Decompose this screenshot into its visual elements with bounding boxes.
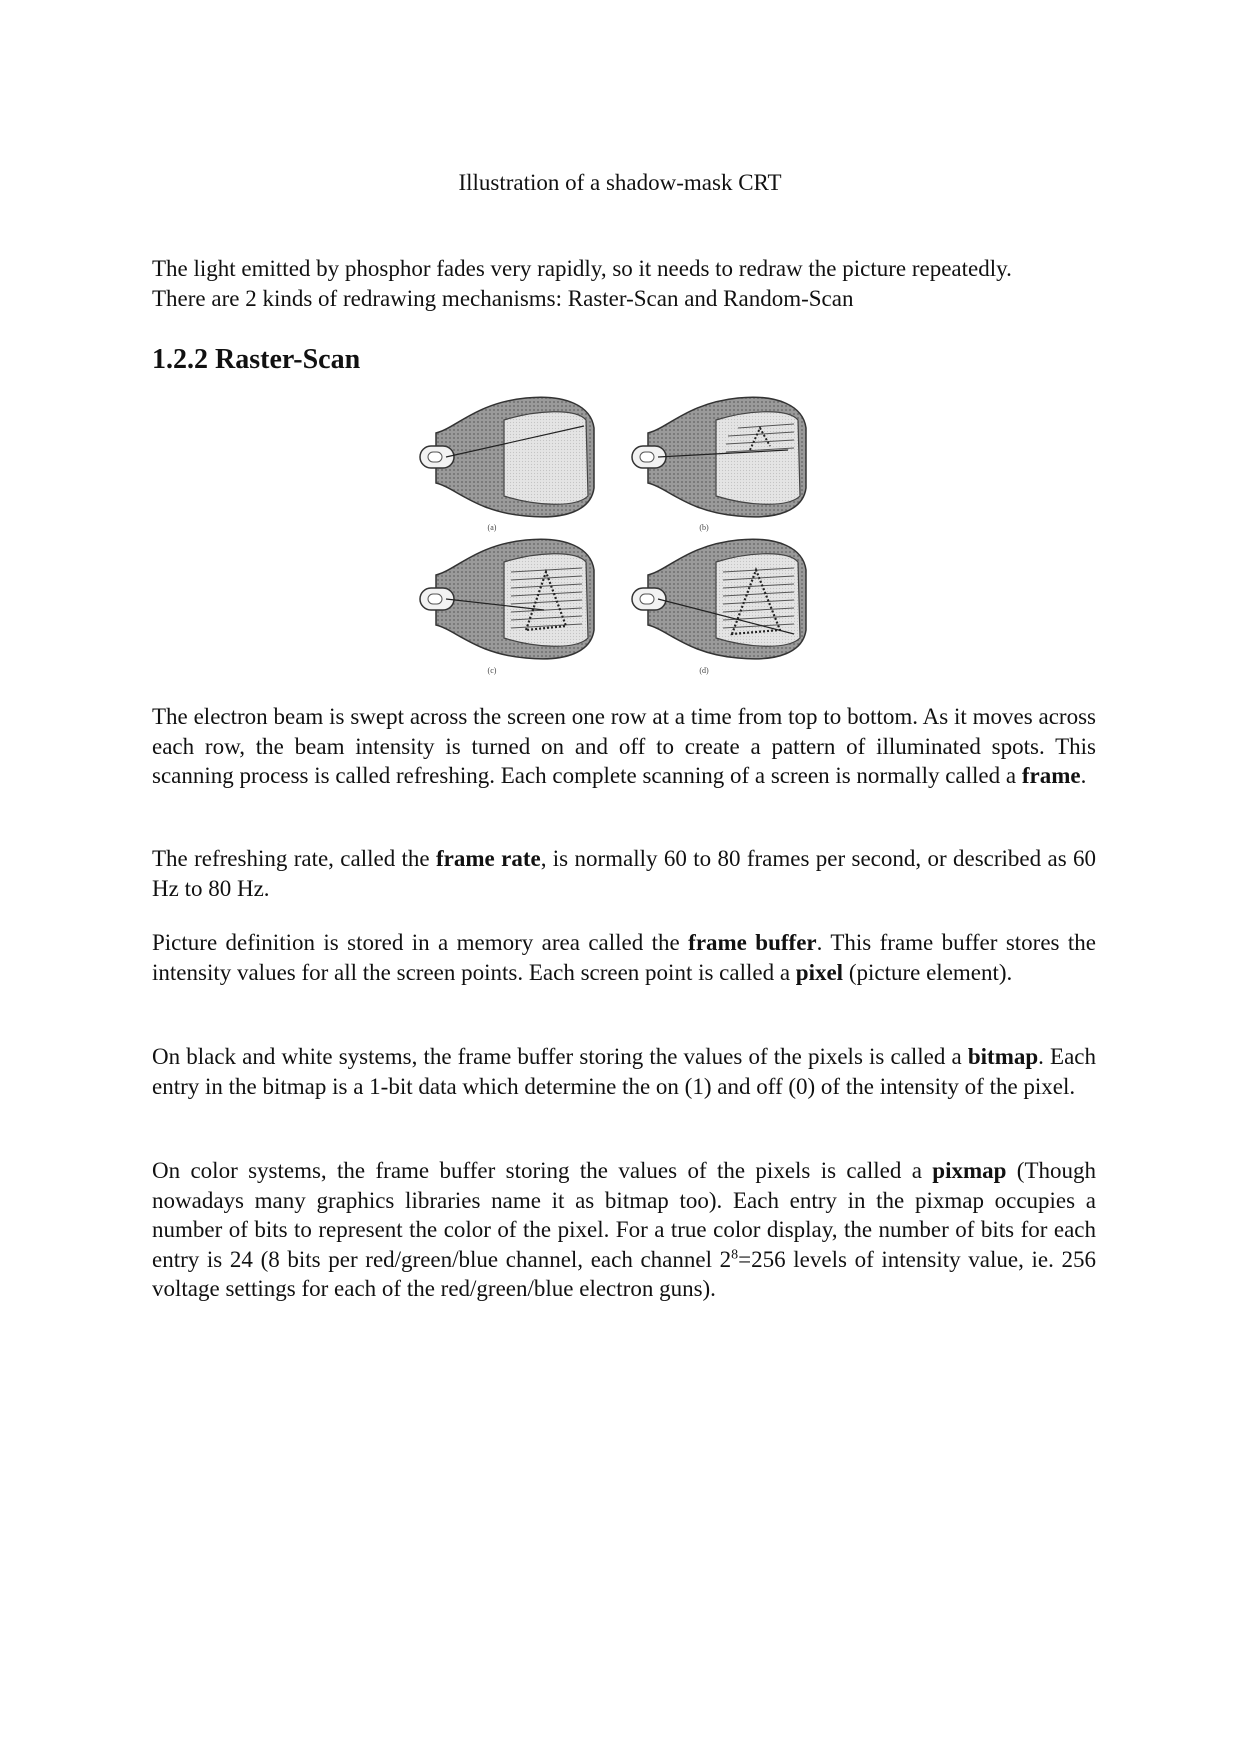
p4-a: On black and white systems, the frame buffer storing the values of the pixels is called a (152, 1044, 968, 1069)
p2-a: The refreshing rate, called the (152, 846, 437, 871)
raster-scan-figure (396, 380, 848, 682)
term-pixel: pixel (795, 959, 844, 985)
p1-text: The electron beam is swept across the screen one row at a time from top to bottom. As it moves across each row, the beam intensity is turned on and off to create a pattern of illuminated spots. This scanning process is called refreshing. Each complete scanning of a screen is normally called a (152, 704, 1096, 788)
p3-c: (picture element). (843, 959, 1013, 985)
intro-line-2: There are 2 kinds of redrawing mechanisms: Raster-Scan and Random-Scan (152, 285, 854, 311)
p3-b: . This frame buffer stores the intensity values for all the screen points. Each screen point is called a (152, 930, 1096, 985)
crt-panel-d (632, 539, 806, 659)
panel-label-b: (b) (699, 523, 709, 532)
panel-label-c: (c) (487, 666, 497, 675)
panel-label-a: (a) (487, 523, 497, 532)
paragraph-bitmap (152, 1042, 1096, 1101)
p4-b: . Each entry in the bitmap is a 1-bit data which determine the on (1) and off (0) of the intensity of the pixel. (152, 1044, 1096, 1099)
intro-paragraph (152, 254, 1096, 313)
crt-panel-c (420, 539, 594, 659)
intro-line-1: The light emitted by phosphor fades very rapidly, so it needs to redraw the picture repeatedly. (152, 256, 1012, 281)
term-frame-buffer: frame buffer (688, 930, 817, 955)
paragraph-scanning (152, 702, 1096, 791)
term-bitmap: bitmap (967, 1044, 1039, 1069)
term-pixmap: pixmap (932, 1158, 1007, 1183)
paragraph-frame-buffer (152, 928, 1096, 987)
paragraph-frame-rate (152, 844, 1096, 903)
term-frame-rate: frame rate (436, 846, 541, 871)
crt-panel-a (420, 397, 594, 517)
section-heading: 1.2.2 Raster-Scan (152, 344, 361, 375)
superscript-8: 8 (731, 1246, 739, 1262)
p5-b: (Though nowadays many graphics libraries name it as bitmap too). Each entry in the pixmap occupies a number of bits to represent the color of the pixel. For a true color display, the number of bits for each entry is 24 (8 bits per red/green/blue channel, each channel 2 (152, 1158, 1096, 1272)
p3-a: Picture definition is stored in a memory area called the (152, 930, 689, 955)
paragraph-pixmap (152, 1156, 1096, 1304)
term-frame: frame (1021, 763, 1081, 788)
crt-panel-b (632, 397, 806, 517)
p2-b: , is normally 60 to 80 frames per second, or described as 60 Hz to 80 Hz. (152, 846, 1097, 901)
p1-end: . (1080, 763, 1087, 788)
p5-c: =256 levels of intensity value, ie. 256 voltage settings for each of the red/green/blue electron guns). (152, 1246, 1096, 1301)
panel-label-d: (d) (699, 666, 709, 675)
p5-a: On color systems, the frame buffer storing the values of the pixels is called a (152, 1158, 933, 1183)
figure-caption: Illustration of a shadow-mask CRT (458, 170, 782, 195)
